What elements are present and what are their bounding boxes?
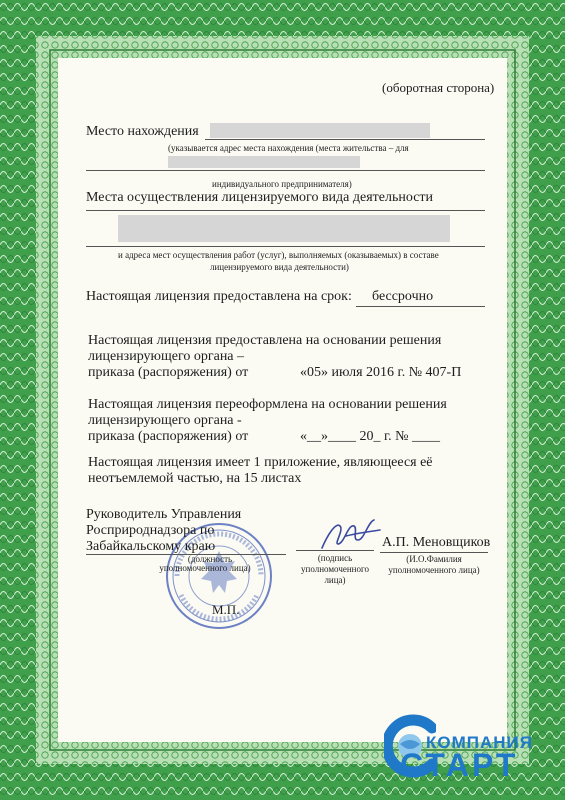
watermark-start: СТАРТ xyxy=(400,747,519,783)
redacted-address xyxy=(210,123,430,138)
name-line xyxy=(380,552,488,553)
basis-line-3: приказа (распоряжения) от xyxy=(88,365,249,380)
back-side-label: (оборотная сторона) xyxy=(382,80,495,95)
position-note-2: уполномоченного лица) xyxy=(159,563,251,573)
signatory-line-1: Руководитель Управления xyxy=(86,507,242,522)
term-line xyxy=(356,306,485,307)
location-line xyxy=(205,139,485,140)
basis-order-value: «05» июля 2016 г. № 407-П xyxy=(300,365,462,380)
watermark-company: КОМПАНИЯ xyxy=(426,733,533,752)
basis-line-1: Настоящая лицензия предоставлена на основании решения xyxy=(88,333,442,348)
redacted-address-2 xyxy=(168,156,360,168)
appendix-line-1: Настоящая лицензия имеет 1 приложение, являющееся её xyxy=(88,455,433,470)
position-note-1: (должность xyxy=(187,554,233,564)
reissue-line-1: Настоящая лицензия переоформлена на основании решения xyxy=(88,397,447,412)
signature-note-3: лица) xyxy=(324,575,346,585)
activity-places-label: Места осуществления лицензируемого вида деятельности xyxy=(86,190,434,205)
location-note-2: индивидуального предпринимателя) xyxy=(212,179,352,189)
reissue-line-2: лицензирующего органа - xyxy=(88,413,242,428)
stamp-place-label: М.П. xyxy=(212,602,240,617)
signatory-line-3: Забайкальскому краю xyxy=(86,539,216,554)
signatory-name: А.П. Меновщиков xyxy=(382,535,491,550)
term-label: Настоящая лицензия предоставлена на срок: xyxy=(86,289,352,304)
reissue-order-value: «__»____ 20_ г. № ____ xyxy=(300,429,441,444)
basis-line-2: лицензирующего органа – xyxy=(88,349,245,364)
signature-note-2: уполномоченного xyxy=(301,564,369,574)
signature-note-1: (подпись xyxy=(317,553,353,563)
reissue-line-3: приказа (распоряжения) от xyxy=(88,429,249,444)
name-note-1: (И.О.Фамилия xyxy=(406,554,462,564)
activity-note-1: и адреса мест осуществления работ (услуг), выполняемых (оказываемых) в составе xyxy=(118,250,439,260)
location-line-2 xyxy=(86,170,485,171)
appendix-line-2: неотъемлемой частью, на 15 листах xyxy=(88,471,302,486)
name-note-2: уполномоченного лица) xyxy=(388,565,480,575)
term-value: бессрочно xyxy=(372,289,434,304)
activity-line-1 xyxy=(86,210,485,211)
location-note-1: (указывается адрес места нахождения (места жительства – для xyxy=(168,143,409,153)
signatory-line-2: Росприроднадзора по xyxy=(86,523,215,538)
signature-line xyxy=(296,550,374,551)
redacted-activity-addresses xyxy=(118,215,450,242)
activity-note-2: лицензируемого вида деятельности) xyxy=(210,262,349,272)
location-label: Место нахождения xyxy=(86,124,199,139)
activity-line-2 xyxy=(86,246,485,247)
